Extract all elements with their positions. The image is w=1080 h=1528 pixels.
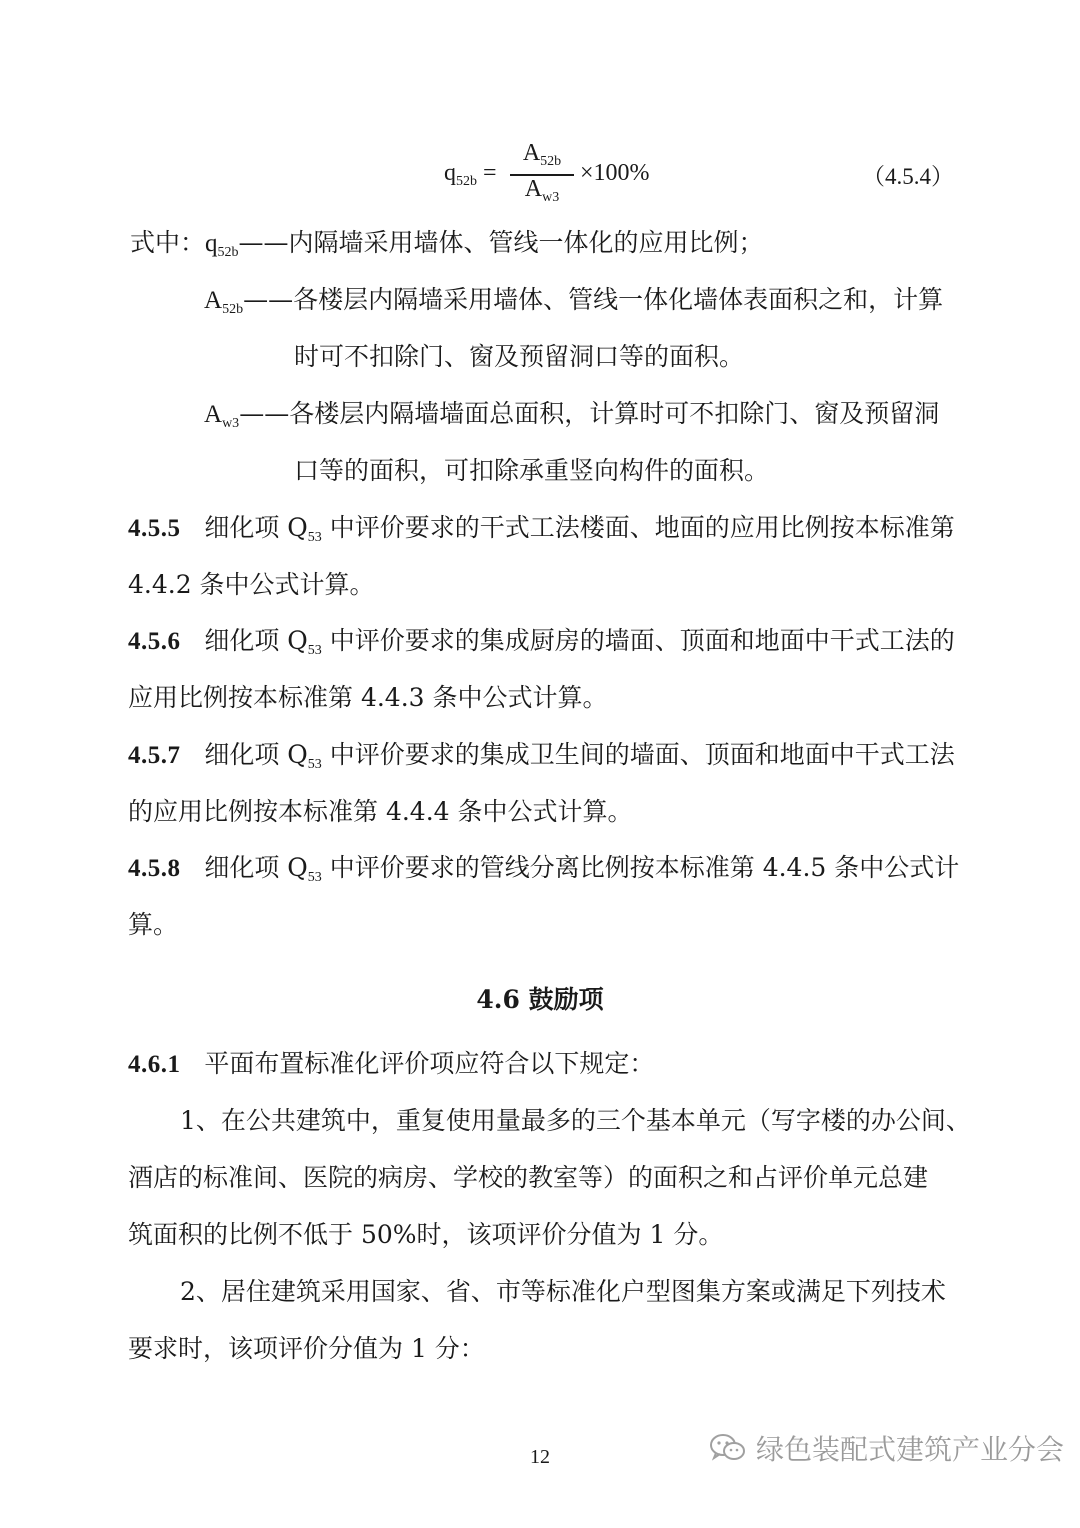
item-1-line-1: 1、在公共建筑中，重复使用量最多的三个基本单元（写字楼的办公间、 bbox=[180, 1106, 971, 1135]
clause-text: 平面布置标准化评价项应符合以下规定： bbox=[204, 1049, 655, 1078]
clause-4-5-5-line-2: 4.4.2 条中公式计算。 bbox=[128, 570, 375, 599]
a52b-desc-1: ——各楼层内隔墙采用墙体、管线一体化墙体表面积之和，计算 bbox=[243, 285, 944, 314]
denominator-sub: w3 bbox=[542, 190, 560, 205]
clause-text-b: 中评价要求的管线分离比例按本标准第 4.4.5 条中公式计 bbox=[321, 853, 960, 882]
a52b-sub: 52b bbox=[222, 302, 244, 317]
clause-number: 4.5.7 bbox=[128, 742, 181, 769]
aw3-desc-1: ——各楼层内隔墙墙面总面积，计算时可不扣除门、窗及预留洞 bbox=[239, 399, 940, 428]
where-prefix: 式中： bbox=[130, 228, 206, 257]
clause-number: 4.5.6 bbox=[128, 628, 181, 655]
wechat-icon bbox=[708, 1432, 748, 1464]
where-q-line bbox=[130, 226, 764, 270]
clause-text-b: 中评价要求的集成卫生间的墙面、顶面和地面中干式工法 bbox=[321, 740, 955, 769]
where-aw3-line-2: 口等的面积，可扣除承重竖向构件的面积。 bbox=[294, 456, 770, 485]
q-desc: ——内隔墙采用墙体、管线一体化的应用比例； bbox=[238, 228, 764, 257]
clause-4-5-8-line-2: 算。 bbox=[128, 910, 179, 939]
numerator-var: A bbox=[522, 140, 541, 166]
item-2-line-2: 要求时，该项评价分值为 1 分： bbox=[128, 1334, 485, 1363]
watermark-text: 绿色装配式建筑产业分会 bbox=[756, 1433, 1065, 1466]
a52b-var: A bbox=[204, 287, 223, 314]
clause-text-a: 细化项 Q bbox=[204, 853, 308, 882]
item-1-line-2: 酒店的标准间、医院的病房、学校的教室等）的面积之和占评价单元总建 bbox=[128, 1163, 929, 1192]
clause-4-5-7-line-2: 的应用比例按本标准第 4.4.4 条中公式计算。 bbox=[128, 797, 633, 826]
clause-4-5-5 bbox=[128, 511, 955, 555]
clause-number: 4.6.1 bbox=[128, 1051, 181, 1078]
formula-lhs-sub: 52b bbox=[456, 174, 477, 189]
clause-text-b: 中评价要求的干式工法楼面、地面的应用比例按本标准第 bbox=[321, 513, 955, 542]
watermark bbox=[708, 1428, 1064, 1468]
formula-numerator bbox=[510, 140, 574, 170]
clause-text-b: 中评价要求的集成厨房的墙面、顶面和地面中干式工法的 bbox=[321, 626, 955, 655]
clause-sub: 53 bbox=[307, 870, 322, 885]
clause-sub: 53 bbox=[307, 643, 322, 658]
clause-text-a: 细化项 Q bbox=[204, 740, 308, 769]
item-2-line-1: 2、居住建筑采用国家、省、市等标准化户型图集方案或满足下列技术 bbox=[180, 1277, 946, 1306]
clause-4-5-8 bbox=[128, 851, 959, 895]
formula-equals: = bbox=[483, 160, 497, 186]
formula-lhs-var: q bbox=[444, 160, 456, 186]
aw3-sub: w3 bbox=[222, 416, 240, 431]
clause-number: 4.5.8 bbox=[128, 855, 181, 882]
where-a52b-line bbox=[204, 283, 943, 327]
section-heading: 4.6 鼓励项 bbox=[476, 985, 604, 1014]
q-sub: 52b bbox=[217, 245, 239, 260]
aw3-var: A bbox=[204, 401, 223, 428]
clause-4-5-6-line-2: 应用比例按本标准第 4.4.3 条中公式计算。 bbox=[128, 683, 608, 712]
equation-number: （4.5.4） bbox=[862, 164, 954, 189]
clause-sub: 53 bbox=[307, 530, 322, 545]
clause-text-a: 细化项 Q bbox=[204, 626, 308, 655]
clause-sub: 53 bbox=[307, 757, 322, 772]
item-1-line-3: 筑面积的比例不低于 50%时，该项评价分值为 1 分。 bbox=[128, 1220, 724, 1249]
formula-rhs: ×100% bbox=[580, 160, 650, 186]
denominator-var: A bbox=[524, 176, 543, 202]
where-a52b-line-2: 时可不扣除门、窗及预留洞口等的面积。 bbox=[294, 342, 745, 371]
numerator-sub: 52b bbox=[540, 154, 562, 169]
where-aw3-line bbox=[204, 397, 939, 441]
q-var: q bbox=[205, 230, 218, 257]
clause-number: 4.5.5 bbox=[128, 515, 181, 542]
page-number: 12 bbox=[530, 1446, 550, 1468]
formula-lhs bbox=[444, 160, 497, 190]
clause-4-5-7 bbox=[128, 738, 955, 782]
formula-denominator bbox=[510, 176, 574, 206]
clause-4-5-6 bbox=[128, 624, 955, 668]
clause-4-6-1 bbox=[128, 1047, 654, 1082]
clause-text-a: 细化项 Q bbox=[204, 513, 308, 542]
